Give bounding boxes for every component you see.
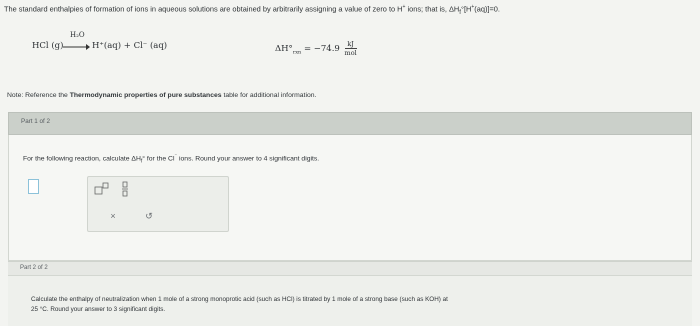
part1-header bbox=[8, 112, 692, 135]
intro-text: The standard enthalpies of formation of ions in aqueous solutions are obtained by arbitrarily assigning a value of zero to H+ ions; that is, $\Delta H_f^\circ[H^+(aq)]=0$. bbox=[4, 4, 500, 16]
math-toolbar bbox=[87, 176, 229, 232]
products: H⁺(aq) + Cl⁻ (aq) bbox=[92, 41, 168, 51]
unit-fraction: $\frac{kJ}{\text{mol}}$ bbox=[344, 40, 357, 57]
answer-input[interactable] bbox=[28, 179, 39, 194]
solvent-label: H₂O bbox=[70, 31, 85, 39]
part1-label: Part 1 of 2 bbox=[21, 118, 51, 125]
part2-header bbox=[8, 261, 692, 275]
fraction-template-icon[interactable] bbox=[117, 180, 133, 198]
reactant: HCl (g) bbox=[32, 41, 64, 51]
enthalpy-of-reaction: $\Delta H^\circ_{rxn} = -74.9$ $\frac{kJ}{\text{mol}}$ bbox=[275, 40, 357, 57]
reaction-arrow-icon bbox=[62, 43, 90, 51]
part2-question: Calculate the enthalpy of neutralization when 1 mole of a strong monoprotic acid (such as HCl) is titrated by 1 mole of a strong base (such as KOH) at 25 °C. Round your answer to 3 significant digits. bbox=[31, 296, 448, 313]
part1-question: For the following reaction, calculate $\Delta H_f^\circ$ for the Cl⁻ ions. Round your answer to 4 significant digits. bbox=[23, 153, 320, 165]
part2-label: Part 2 of 2 bbox=[20, 265, 48, 271]
reference-table-link[interactable]: Thermodynamic properties of pure substances bbox=[69, 92, 222, 99]
undo-button[interactable]: ↺ bbox=[145, 210, 153, 221]
reference-note: Note: Reference the Thermodynamic properties of pure substances table for additional information. bbox=[7, 92, 317, 99]
reaction-equation bbox=[32, 26, 492, 66]
exponent-template-icon[interactable] bbox=[92, 181, 112, 197]
clear-button[interactable]: × bbox=[110, 211, 116, 221]
